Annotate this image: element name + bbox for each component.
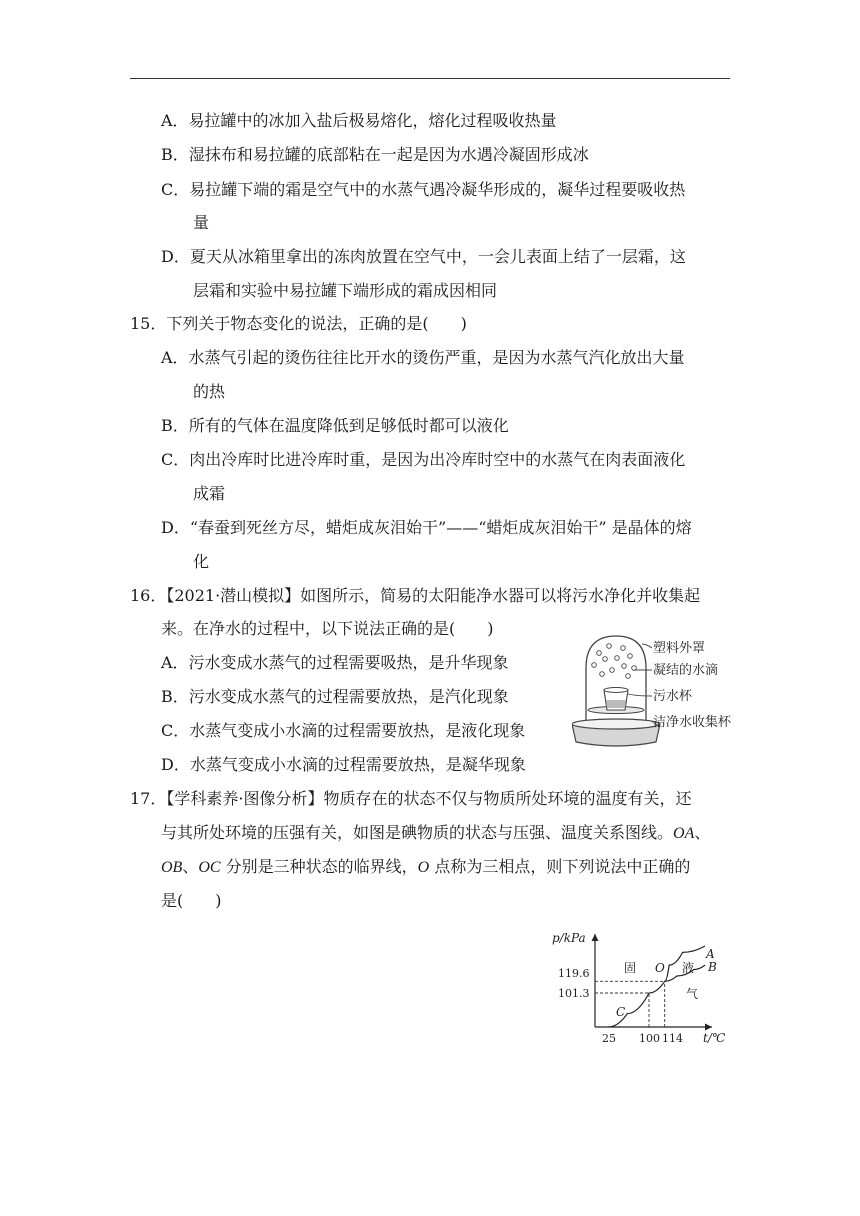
q17-stem-line4: 是( )	[161, 891, 222, 910]
q17-stem-line3: OB、OC 分别是三种状态的临界线，O 点称为三相点，则下列说法中正确的	[161, 857, 691, 876]
top-rule	[130, 78, 730, 79]
label-dirty-cup: 污水杯	[653, 689, 693, 704]
q16-stem-cont: 来。在净水的过程中，以下说法正确的是( )	[161, 619, 494, 638]
x-tick-114: 114	[662, 1032, 683, 1045]
iodine-phase-diagram	[540, 924, 730, 1048]
q16-option-d: D．水蒸气变成小水滴的过程需要放热，是凝华现象	[161, 755, 526, 774]
region-solid: 固	[624, 961, 637, 975]
point-b: B	[708, 960, 717, 974]
dirty-cup-rim	[604, 688, 628, 693]
q14-option-d-cont: 层霜和实验中易拉罐下端形成的霜成因相同	[193, 281, 498, 300]
q14-option-d: D．夏天从冰箱里拿出的冻肉放置在空气中，一会儿表面上结了一层霜，这	[161, 247, 686, 266]
label-condensed-droplets: 凝结的水滴	[653, 663, 719, 678]
label-clean-cup: 洁净水收集杯	[653, 715, 732, 730]
label-plastic-cover: 塑料外罩	[653, 641, 706, 656]
q16-option-a: A．污水变成水蒸气的过程需要吸热，是升华现象	[161, 653, 509, 672]
y-axis-label: p/kPa	[552, 931, 586, 945]
point-c: C	[616, 1005, 626, 1019]
q16-option-b: B．污水变成水蒸气的过程需要放热，是汽化现象	[161, 687, 509, 706]
q14-option-c: C．易拉罐下端的霜是空气中的水蒸气遇冷凝华形成的，凝华过程要吸收热	[161, 180, 686, 199]
point-a: A	[706, 947, 715, 961]
q15-option-a: A．水蒸气引起的烫伤往往比开水的烫伤严重，是因为水蒸气汽化放出大量	[161, 348, 685, 367]
solar-purifier-figure	[572, 628, 744, 750]
clean-cup-rim	[572, 719, 660, 729]
q14-option-c-cont: 量	[193, 213, 210, 232]
q15-option-d-cont: 化	[193, 552, 210, 571]
x-tick-25: 25	[602, 1032, 616, 1045]
q17-stem-line2: 与其所处环境的压强有关，如图是碘物质的状态与压强、温度关系图线。OA、	[161, 823, 711, 842]
q15-option-c-cont: 成霜	[193, 484, 226, 503]
point-o: O	[655, 961, 665, 975]
q15-option-d: D．“春蚕到死丝方尽，蜡炬成灰泪始干”——“蜡炬成灰泪始干” 是晶体的熔	[161, 518, 692, 537]
droplets	[592, 644, 637, 679]
q15-option-a-cont: 的热	[193, 382, 226, 401]
q16-option-c: C．水蒸气变成小水滴的过程需要放热，是液化现象	[161, 721, 526, 740]
q15-stem: 15．下列关于物态变化的说法，正确的是( )	[130, 314, 467, 333]
y-tick-119-6: 119.6	[558, 967, 590, 980]
q14-option-a: A．易拉罐中的冰加入盐后极易熔化，熔化过程吸收热量	[161, 111, 557, 130]
region-liquid: 液	[682, 961, 695, 975]
x-tick-100: 100	[639, 1032, 660, 1045]
q15-option-c: C．肉出冷库时比进冷库时重，是因为出冷库时空中的水蒸气在肉表面液化	[161, 450, 686, 469]
region-gas: 气	[686, 987, 699, 1001]
q17-stem-line1: 17．【学科素养·图像分析】物质存在的状态不仅与物质所处环境的温度有关，还	[130, 789, 692, 808]
q16-stem: 16．【2021·潜山模拟】如图所示，简易的太阳能净水器可以将污水净化并收集起	[130, 586, 701, 605]
x-axis-label: t/℃	[703, 1031, 726, 1045]
dirty-water	[606, 700, 626, 708]
q14-option-b: B．湿抹布和易拉罐的底部粘在一起是因为水遇冷凝固形成冰	[161, 145, 589, 164]
q15-option-b: B．所有的气体在温度降低到足够低时都可以液化	[161, 416, 509, 435]
y-tick-101-3: 101.3	[558, 987, 590, 1000]
